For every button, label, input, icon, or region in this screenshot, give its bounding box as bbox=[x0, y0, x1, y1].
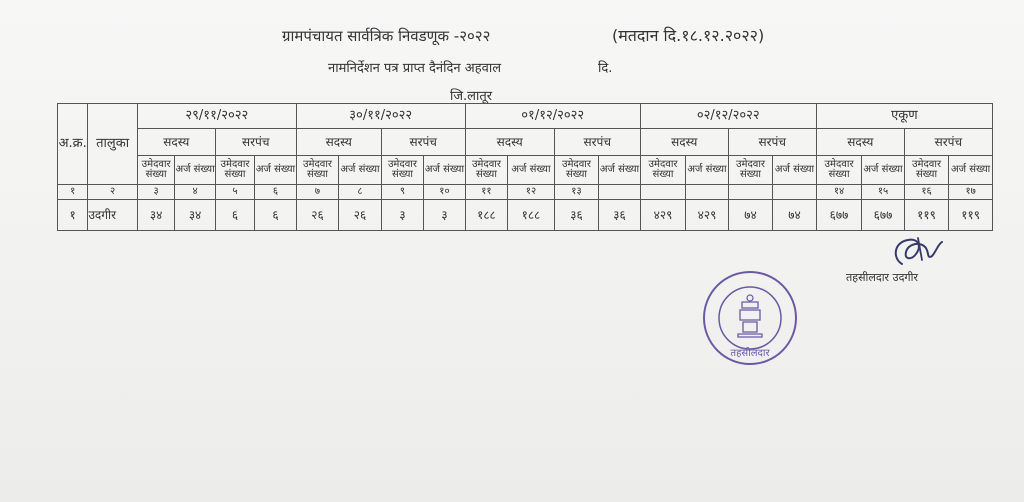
count-cell: ४२९ bbox=[640, 200, 686, 231]
table-row bbox=[58, 200, 993, 231]
application-count-header: अर्ज संख्या bbox=[599, 156, 641, 185]
candidate-count-header: उमेदवार संख्या bbox=[137, 156, 174, 185]
sarpanch-header: सरपंच bbox=[904, 129, 992, 156]
candidate-count-header: उमेदवार संख्या bbox=[640, 156, 686, 185]
candidate-count-header: उमेदवार संख्या bbox=[296, 156, 338, 185]
candidate-count-header: उमेदवार संख्या bbox=[554, 156, 599, 185]
column-index-cell: ८ bbox=[339, 185, 381, 200]
count-cell: ३ bbox=[381, 200, 423, 231]
application-count-header: अर्ज संख्या bbox=[508, 156, 555, 185]
count-cell: ११९ bbox=[904, 200, 949, 231]
application-count-header: अर्ज संख्या bbox=[773, 156, 817, 185]
count-cell: ७४ bbox=[728, 200, 773, 231]
count-cell: १८८ bbox=[465, 200, 507, 231]
member-header: सदस्य bbox=[640, 129, 728, 156]
member-header: सदस्य bbox=[816, 129, 904, 156]
column-index-cell: १५ bbox=[862, 185, 904, 200]
column-index-cell: ११ bbox=[465, 185, 507, 200]
column-index-cell: ९ bbox=[381, 185, 423, 200]
member-header: सदस्य bbox=[465, 129, 554, 156]
count-cell: ६ bbox=[215, 200, 254, 231]
report-subtitle: नामनिर्देशन पत्र प्राप्त दैनंदिन अहवाल bbox=[328, 61, 502, 76]
column-index-cell: १ bbox=[58, 185, 88, 200]
column-index-cell: ६ bbox=[255, 185, 297, 200]
col-serial-header: अ.क्र. bbox=[58, 104, 88, 185]
sarpanch-header: सरपंच bbox=[554, 129, 640, 156]
count-cell: ३४ bbox=[175, 200, 215, 231]
column-index-cell bbox=[640, 185, 686, 200]
column-index-cell: ५ bbox=[215, 185, 254, 200]
count-cell: ४२९ bbox=[686, 200, 728, 231]
member-header: सदस्य bbox=[137, 129, 215, 156]
column-index-row bbox=[58, 185, 993, 200]
column-index-cell bbox=[728, 185, 773, 200]
application-count-header: अर्ज संख्या bbox=[175, 156, 215, 185]
date-group-header: ०१/१२/२०२२ bbox=[465, 104, 640, 129]
candidate-count-header: उमेदवार संख्या bbox=[215, 156, 254, 185]
count-cell: ७४ bbox=[773, 200, 817, 231]
column-index-cell: १७ bbox=[949, 185, 993, 200]
district-label: जि.लातूर bbox=[450, 89, 493, 104]
application-count-header: अर्ज संख्या bbox=[424, 156, 466, 185]
count-cell: ६७७ bbox=[862, 200, 904, 231]
application-count-header: अर्ज संख्या bbox=[339, 156, 381, 185]
member-header: सदस्य bbox=[296, 129, 381, 156]
column-index-cell: ४ bbox=[175, 185, 215, 200]
count-cell: ३ bbox=[424, 200, 466, 231]
date-label: दि. bbox=[598, 61, 613, 76]
column-index-cell: १६ bbox=[904, 185, 949, 200]
header-row-counts bbox=[58, 156, 993, 185]
column-index-cell: ७ bbox=[296, 185, 338, 200]
column-index-cell: ३ bbox=[137, 185, 174, 200]
count-cell: १८८ bbox=[508, 200, 555, 231]
column-index-cell: १२ bbox=[508, 185, 555, 200]
application-count-header: अर्ज संख्या bbox=[949, 156, 993, 185]
total-group-header: एकूण bbox=[816, 104, 992, 129]
candidate-count-header: उमेदवार संख्या bbox=[816, 156, 862, 185]
application-count-header: अर्ज संख्या bbox=[686, 156, 728, 185]
column-index-cell: २ bbox=[88, 185, 138, 200]
date-group-header: ०२/१२/२०२२ bbox=[640, 104, 816, 129]
column-index-cell bbox=[599, 185, 641, 200]
col-taluka-header: तालुका bbox=[88, 104, 138, 185]
candidate-count-header: उमेदवार संख्या bbox=[465, 156, 507, 185]
application-count-header: अर्ज संख्या bbox=[862, 156, 904, 185]
date-group-header: ३०/११/२०२२ bbox=[296, 104, 465, 129]
count-cell: ६७७ bbox=[816, 200, 862, 231]
sarpanch-header: सरपंच bbox=[381, 129, 465, 156]
column-index-cell: १० bbox=[424, 185, 466, 200]
sarpanch-header: सरपंच bbox=[215, 129, 296, 156]
signatory-label: तहसीलदार उदगीर bbox=[846, 271, 918, 284]
handwritten-signature bbox=[888, 234, 948, 270]
application-count-header: अर्ज संख्या bbox=[255, 156, 297, 185]
candidate-count-header: उमेदवार संख्या bbox=[904, 156, 949, 185]
count-cell: २६ bbox=[339, 200, 381, 231]
date-group-header: २९/११/२०२२ bbox=[137, 104, 296, 129]
count-cell: ३६ bbox=[599, 200, 641, 231]
column-index-cell bbox=[686, 185, 728, 200]
column-index-cell: १४ bbox=[816, 185, 862, 200]
count-cell: ६ bbox=[255, 200, 297, 231]
nomination-report-table bbox=[57, 103, 993, 231]
seal-bottom-text: तहसीलदार bbox=[730, 348, 770, 359]
polling-date: (मतदान दि.१८.१२.२०२२) bbox=[612, 26, 765, 45]
header-row-dates bbox=[58, 104, 993, 129]
candidate-count-header: उमेदवार संख्या bbox=[728, 156, 773, 185]
document-title: ग्रामपंचायत सार्वत्रिक निवडणूक -२०२२ bbox=[282, 27, 491, 45]
sarpanch-header: सरपंच bbox=[728, 129, 816, 156]
header-row-categories bbox=[58, 129, 993, 156]
candidate-count-header: उमेदवार संख्या bbox=[381, 156, 423, 185]
count-cell: ११९ bbox=[949, 200, 993, 231]
column-index-cell bbox=[773, 185, 817, 200]
count-cell: ३६ bbox=[554, 200, 599, 231]
count-cell: ३४ bbox=[137, 200, 174, 231]
count-cell: २६ bbox=[296, 200, 338, 231]
column-index-cell: १३ bbox=[554, 185, 599, 200]
serial-cell: १ bbox=[58, 200, 88, 231]
taluka-cell: उदगीर bbox=[88, 200, 138, 231]
